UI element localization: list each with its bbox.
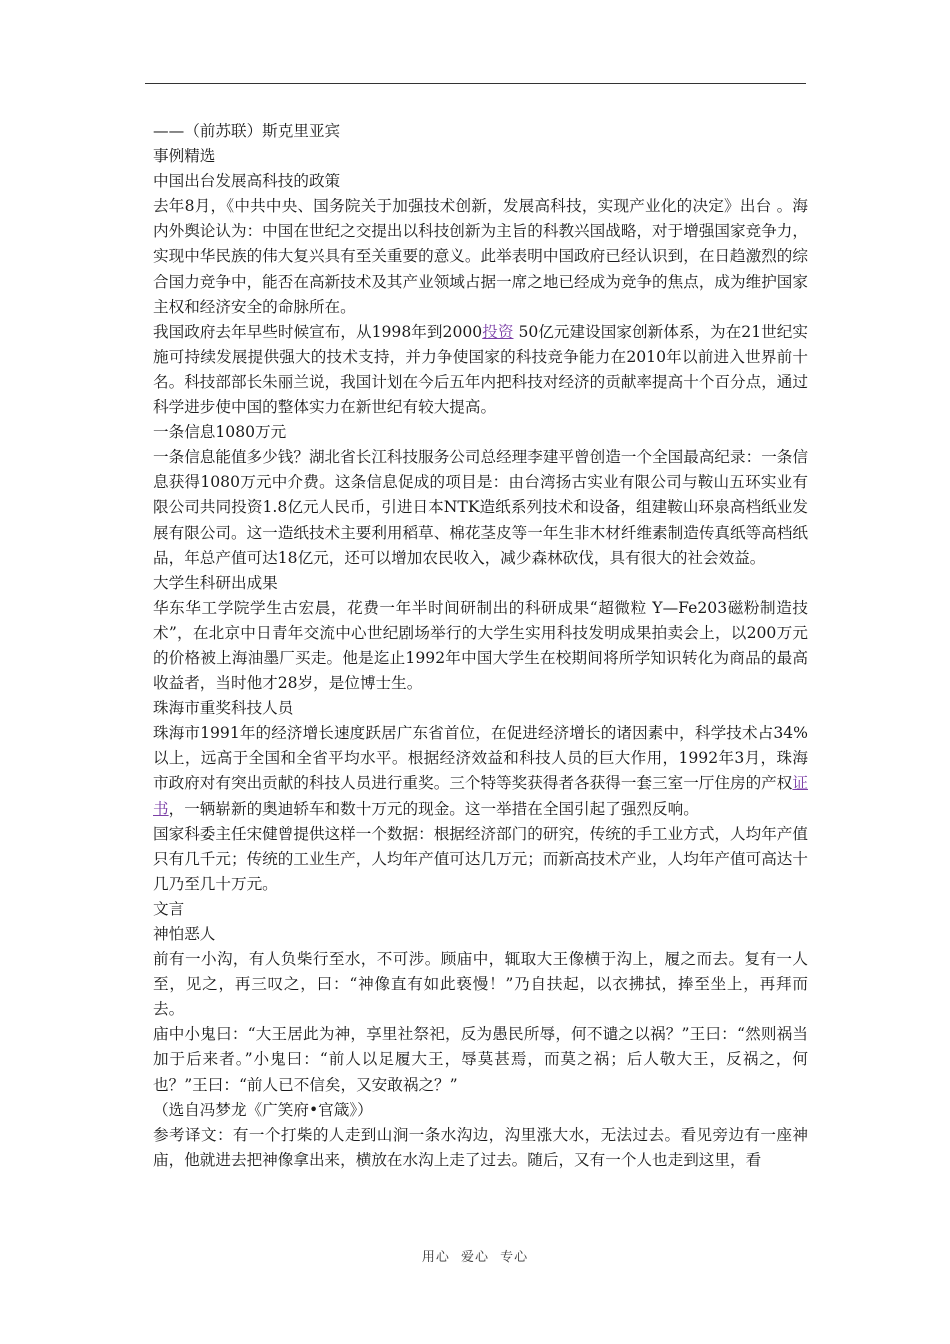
body-paragraph: 一条信息能值多少钱？湖北省长江科技服务公司总经理李建平曾创造一个全国最高纪录：一条信息获得1080万元中介费。这条信息促成的项目是：由台湾扬古实业有限公司与鞍山五环实业有限公司共同投资1.8亿元人民币，引进日本NTK造纸系列技术和设备，组建鞍山环泉高档纸业发展有限公司。这一造纸技术主要利用稻草、棉花茎皮等一年生非木材纤维素制造传真纸等高档纸品，年总产值可达18亿元，还可以增加农民收入，减少森林砍伐，具有很大的社会效益。 [153, 448, 808, 567]
header-rule [145, 83, 806, 84]
footer-item: 专心 [500, 1250, 529, 1265]
subheading: 中国出台发展高科技的政策 [153, 172, 341, 191]
source-citation: （选自冯梦龙《广笑府•官箴》） [153, 1100, 373, 1119]
body-paragraph [153, 721, 808, 821]
text-run: 珠海市1991年的经济增长速度跃居广东省首位，在促进经济增长的诸因素中，科学技术占34%以上，远高于全国和全省平均水平。根据经济效益和科技人员的巨大作用，1992年3月，珠海市政府对有突出贡献的科技人员进行重奖。三个特等奖获得者各获得一套三室一厅住房的产权 [153, 724, 808, 793]
body-paragraph: 国家科委主任宋健曾提供这样一个数据：根据经济部门的研究，传统的手工业方式，人均年产值只有几千元；传统的工业生产，人均年产值可达几万元；而新高技术产业，人均年产值可高达十几乃至几十万元。 [153, 824, 808, 893]
epigraph-attribution: ——（前苏联）斯克里亚宾 [153, 122, 341, 140]
body-paragraph: 去年8月，《中共中央、国务院关于加强技术创新，发展高科技，实现产业化的决定》出台 。海内外舆论认为：中国在世纪之交提出以科技创新为主旨的科教兴国战略，对于增强国家竞争力，实现中华民族的伟大复兴具有至关重要的意义。此举表明中国政府已经认识到，在日趋激烈的综合国力竞争中，能否在高新技术及其产业领域占据一席之地已经成为竞争的焦点，成为维护国家主权和经济安全的命脉所在。 [153, 197, 808, 316]
translation-paragraph: 参考译文：有一个打柴的人走到山涧一条水沟边，沟里涨大水，无法过去。看见旁边有一座神庙，他就进去把神像拿出来，横放在水沟上走了过去。随后，又有一个人也走到这里，看 [153, 1125, 808, 1169]
document-body [153, 119, 808, 1173]
subheading: 大学生科研出成果 [153, 573, 278, 592]
classical-text: 前有一小沟，有人负柴行至水，不可涉。顾庙中，辄取大王像横于沟上，履之而去。复有一人至，见之，再三叹之，曰：“神像直有如此亵慢！”乃自扶起，以衣拂拭，捧至坐上，再拜而去。 [153, 950, 808, 1019]
footer-item: 用心 [421, 1250, 450, 1265]
text-run: 我国政府去年早些时候宣布，从1998年到2000 [153, 322, 483, 341]
text-run: 50亿元建设国家创新体系，为在21世纪实施可持续发展提供强大的技术支持，并力争使国家的科技竞争能力在2010年以前进入世界前十名。科技部部长朱丽兰说，我国计划在今后五年内把科技对经济的贡献率提高十个百分点，通过科学进步使中国的整体实力在新世纪有较大提高。 [153, 322, 808, 417]
footer-item: 爱心 [460, 1250, 489, 1265]
section-heading: 事例精选 [153, 147, 216, 166]
certificate-link[interactable]: 证书 [153, 774, 808, 818]
subheading: 神怕恶人 [153, 925, 216, 943]
page-footer [0, 1246, 950, 1265]
subheading: 珠海市重奖科技人员 [153, 699, 294, 718]
investment-link[interactable]: 投资 [482, 322, 514, 341]
subheading: 一条信息1080万元 [153, 423, 287, 442]
classical-text: 庙中小鬼曰：“大王居此为神，享里社祭祀，反为愚民所辱，何不谴之以祸？”王曰：“然则祸当加于后来者。”小鬼曰：“前人以足履大王，辱莫甚焉，而莫之祸；后人敬大王，反祸之，何也？”王曰：“前人已不信矣，又安敢祸之？” [153, 1025, 808, 1094]
body-paragraph [153, 320, 808, 420]
section-heading: 文言 [153, 899, 185, 918]
body-paragraph: 华东华工学院学生古宏晨，花费一年半时间研制出的科研成果“超微粒 Y—Fe203磁粉制造技术”，在北京中日青年交流中心世纪剧场举行的大学生实用科技发明成果拍卖会上，以200万元的价格被上海油墨厂买走。他是迄止1992年中国大学生在校期间将所学知识转化为商品的最高收益者，当时他才28岁，是位博士生。 [153, 598, 808, 693]
text-run: ，一辆崭新的奥迪轿车和数十万元的现金。这一举措在全国引起了强烈反响。 [168, 799, 699, 818]
